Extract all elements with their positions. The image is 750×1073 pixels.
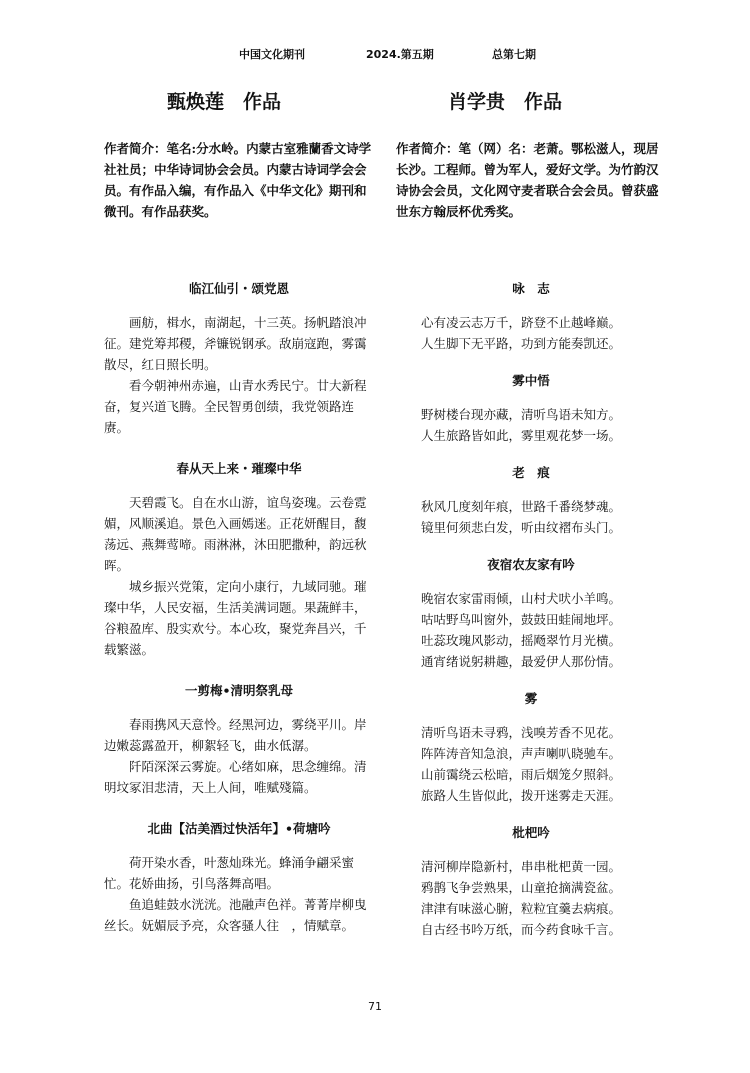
poem-title: 老 痕 [512,465,550,480]
poem-line: 自古经书吟万纸，而今药食咏千言。 [421,922,622,937]
poem-line: 镜里何须悲白发，听由纹褶布头门。 [421,520,622,535]
poem-body [104,312,374,438]
poem-title: 雾中悟 [512,373,550,388]
poem-line: 阵阵涛音知急浪，声声喇叭晓驰车。 [421,746,622,761]
poem-block [104,820,374,936]
right-author-bio: 作者简介：笔（网）名：老萧。鄂松滋人，现居长沙。工程师。曾为军人，爱好文学。为竹韵汉诗协会会员，文化网守麦者联合会会员。曾获盛世东方翰辰杯优秀奖。 [396,141,659,219]
poem-block [104,280,374,438]
left-author-title: 甄焕莲 作品 [167,91,282,113]
poem-stanza: 阡陌深深云雾旋。心绪如麻，思念缠绵。清明坟冢泪悲清，天上人间，唯赋殘篇。 [104,759,367,795]
poem-line: 野树楼台现亦藏，清听鸟语未知方。 [421,407,622,422]
poem-block [396,556,666,672]
poem-body [396,496,666,538]
poem-line: 人生旅路皆如此，雾里观花梦一场。 [421,428,622,443]
poem-title: 枇杷吟 [512,825,550,840]
poem-line: 津津有味滋心腑，粒粒宜羹去病痕。 [421,901,622,916]
poem-title: 雾 [524,691,538,706]
poem-line: 清河柳岸隐新村，串串枇杷黄一园。 [421,859,622,874]
journal-name: 中国文化期刊 [239,48,305,61]
poem-title: 咏 志 [512,281,550,296]
poem-line: 晚宿农家雷雨倾，山村犬吠小羊鸣。 [421,591,622,606]
poem-line: 秋风几度刻年痕，世路千番绕梦魂。 [421,499,622,514]
right-author-title: 肖学贵 作品 [448,91,563,113]
issue-label: 2024.第五期 [366,48,434,61]
poem-block [396,690,666,806]
poem-block [396,280,666,354]
poem-line: 心有凌云志万千，跻登不止越峰巅。 [421,315,622,330]
poem-title: 春从天上来・璀璨中华 [176,461,302,476]
poem-body [104,492,374,660]
poem-stanza: 看今朝神州赤遍，山青水秀民宁。廿大新程奋，复兴道飞腾。全民智勇创绩，我党领路连赓。 [104,378,367,435]
poem-title: 一剪梅•清明祭乳母 [185,683,293,698]
poem-body [396,312,666,354]
poem-body [104,852,374,936]
poem-block [396,824,666,940]
poem-title: 临江仙引・颂党恩 [188,281,289,296]
poem-block [396,464,666,538]
poem-title: 北曲【沽美酒过快活年】•荷塘吟 [147,821,331,836]
poem-title: 夜宿农友家有吟 [487,557,575,572]
right-column [396,88,666,940]
poem-block [104,460,374,660]
poem-body [396,404,666,446]
total-issue-label: 总第七期 [492,48,536,61]
poem-line: 山前霭绕云松暗，雨后烟笼夕照斜。 [421,767,622,782]
poem-block [396,372,666,446]
poem-line: 通宵绪说躬耕趣，最爱伊人那份情。 [421,654,622,669]
poem-stanza: 荷开染水香，叶葱灿珠光。蜂涌争翩采蜜忙。花娇曲扬，引鸟落舞高唱。 [104,855,355,891]
poem-line: 鸦鹊飞争尝熟果，山童抢摘满瓷盆。 [421,880,622,895]
poem-line: 咕咕野鸟叫窗外，鼓鼓田蛙闹地坪。 [421,612,622,627]
poem-line: 人生脚下无平路，功到方能奏凯还。 [421,336,622,351]
poem-line: 旅路人生皆似此，拨开迷雾走天涯。 [421,788,622,803]
left-author-bio: 作者简介：笔名:分水岭。内蒙古室雅蘭香文诗学社社员；中华诗词协会会员。内蒙古诗词学会会员。有作品入编，有作品入《中华文化》期刊和微刊。有作品获奖。 [104,141,372,219]
poem-stanza: 天碧霞飞。自在水山游，谊鸟姿瑰。云卷霓媚，风顺溪追。景色入画嫣迷。正花妍醒目，馥荡远、燕舞莺啼。雨淋淋，沐田肥撒种，韵远秋晖。 [104,495,367,573]
poem-line: 吐蕊玫瑰风影动，摇飏翠竹月光横。 [421,633,622,648]
poem-body [396,722,666,806]
poem-stanza: 鱼追蛙鼓水洸洸。池融声色祥。菁菁岸柳曳丝长。妩媚辰予亮，众客骚人往 ，情赋章。 [104,897,367,933]
left-column [104,88,374,936]
poem-body [396,856,666,940]
poem-body [104,714,374,798]
page-number: 71 [368,1000,382,1013]
poem-body [396,588,666,672]
poem-stanza: 春雨携风天意怜。经黑河边，雾绕平川。岸边嫩蕊露盈开，柳絮轻飞，曲水低潺。 [104,717,367,753]
poem-block [104,682,374,798]
poem-line: 清听鸟语未寻鸦，浅嗅芳香不见花。 [421,725,622,740]
poem-stanza: 画舫，楫水，南湖起，十三英。扬帆踏浪冲征。建党筹邦稷，斧镰锐钢承。敌崩寇跑，雾霭散尽，红日照长明。 [104,315,367,372]
poem-stanza: 城乡振兴党策，定向小康行，九域同驰。璀璨中华，人民安福，生活美满词题。果蔬鲜丰，谷粮盈库、殷实欢兮。本心玫，聚党奔昌兴，千载繁滋。 [104,579,367,657]
